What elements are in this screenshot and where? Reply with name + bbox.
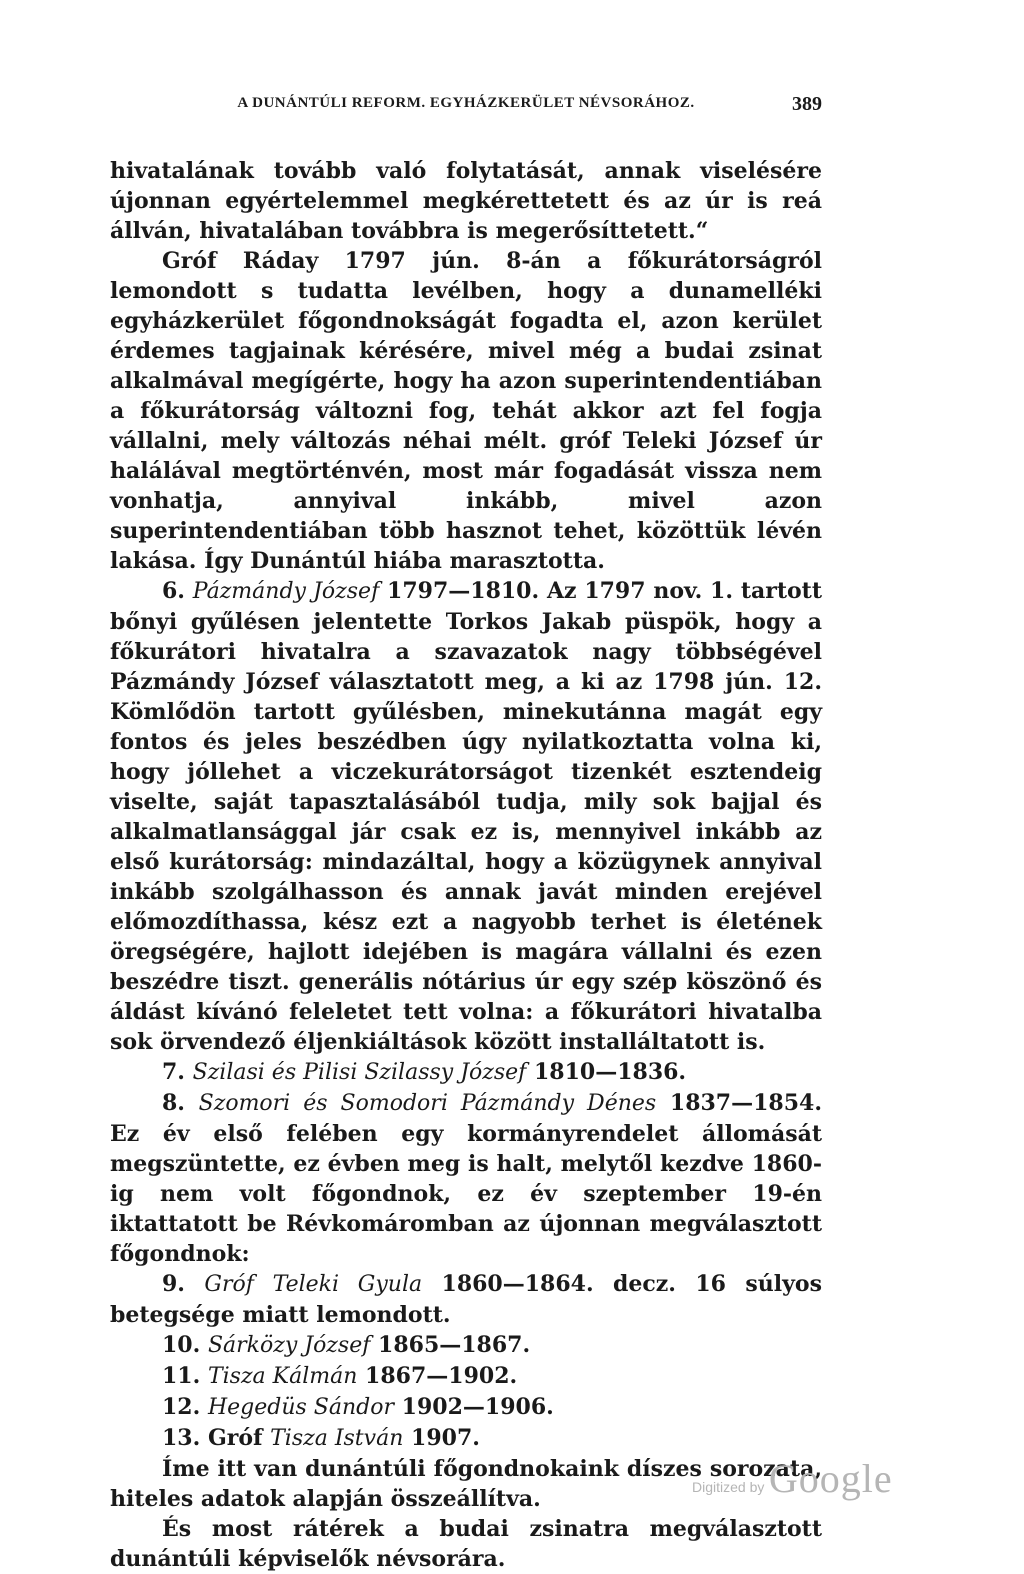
page-body xyxy=(110,156,822,1574)
google-logo: Google xyxy=(768,1456,893,1501)
item-number: 12. xyxy=(162,1394,201,1420)
person-name: Tisza Kálmán xyxy=(207,1364,358,1389)
item-number: 9. xyxy=(162,1271,185,1297)
item-text: 1865—1867. xyxy=(370,1332,531,1358)
item-text: 1797—1810. Az 1797 nov. 1. tartott bőnyi gyűlésen jelentette Torkos Jakab püspök, hogy a főkurátori hivatalra a szavazatok nagy többségével Pázmándy József választatott meg, a ki az 1798 jún. 12. Kömlődön tartott gyűlésben, minekutánna magát egy fontos és jeles beszédben úgy nyilatkoztatta volna ki, hogy jóllehet a viczekurátorságot tizenkét esztendeig viselte, saját tapasztalásából tudja, mily sok bajjal és alkalmatlansággal jár csak ez is, mennyivel inkább az első kurátorság: mindazáltal, hogy a közügynek annyival inkább szolgálhasson és annak javát minden erejével előmozdíthassa, kész ezt a nagyobb terhet is életének öregségére, hajlott idejében is magára vállalni és ezen beszédre tiszt. generális nótárius úr egy szép köszönő és áldást kívánó feleletet tett volna: a főkurátori hivatalba sok örvendező éljenkiáltások között installáltatott is. xyxy=(110,578,822,1055)
person-name: Szomori és Somodori Pázmándy Dénes xyxy=(198,1091,657,1116)
item-number: 6. xyxy=(162,578,185,604)
item-text: 1907. xyxy=(403,1425,480,1451)
list-item-11 xyxy=(110,1361,822,1392)
person-name: Hegedüs Sándor xyxy=(207,1395,394,1420)
item-number: 11. xyxy=(162,1363,201,1389)
list-item-6 xyxy=(110,576,822,1057)
person-name: Tisza István xyxy=(270,1426,404,1451)
paragraph-summary: Íme itt van dunántúli főgondnokaink díszes sorozata, hiteles adatok alapján összeállítva. xyxy=(110,1456,822,1512)
paragraph-closing: És most rátérek a budai zsinatra megválasztott dunántúli képviselők névsorára. xyxy=(110,1516,822,1572)
list-item-9 xyxy=(110,1269,822,1330)
item-text: 1867—1902. xyxy=(357,1363,518,1389)
paragraph-2: Gróf Ráday 1797 jún. 8-án a főkurátorságról lemondott s tudatta levélben, hogy a dunamelléki egyházkerület főgondnokságát fogadta el, azon kerület érdemes tagjainak kérésére, mivel még a budai zsinat alkalmával megígérte, hogy ha azon superintendentiában a főkurátorság változni fog, tehát akkor azt fel fogja vállalni, mely változás néhai mélt. gróf Teleki József úr halálával megtörténvén, most már fogadását vissza nem vonhatja, annyival inkább, mivel azon superintendentiában több hasznot tehet, közöttük lévén lakása. Így Dunántúl hiába marasztotta. xyxy=(110,248,822,574)
list-item-13 xyxy=(110,1423,822,1454)
item-text: 1902—1906. xyxy=(394,1394,554,1420)
item-number: 13. xyxy=(162,1425,201,1451)
paragraph-1: hivatalának tovább való folytatását, annak viselésére újonnan egyértelemmel megkérettetett és az úr is reá állván, hivatalában továbbra is megerősíttetett.“ xyxy=(110,158,822,244)
person-name: Pázmándy József xyxy=(192,579,380,604)
digitized-by-google-watermark xyxy=(692,1455,893,1502)
item-text: 1810—1836. xyxy=(526,1059,687,1085)
person-name: Gróf Teleki Gyula xyxy=(204,1272,423,1297)
person-name: Sárközy József xyxy=(207,1333,371,1358)
running-head: A DUNÁNTÚLI REFORM. EGYHÁZKERÜLET NÉVSORÁHOZ. xyxy=(237,95,695,111)
item-number: 7. xyxy=(162,1059,185,1085)
list-item-12 xyxy=(110,1392,822,1423)
item-text: 1837—1854. Ez év első felében egy kormányrendelet állomását megszüntette, ez évben meg is halt, melytől kezdve 1860-ig nem volt főgondnok, ez év szeptember 19-én iktattatott be Révkomáromban az újonnan megválasztott főgondnok: xyxy=(110,1090,823,1267)
digitized-label: Digitized by xyxy=(692,1479,765,1495)
item-prefix: Gróf xyxy=(200,1425,271,1451)
list-item-10 xyxy=(110,1330,822,1361)
item-number: 8. xyxy=(162,1090,185,1116)
list-item-7 xyxy=(110,1057,822,1088)
page-header xyxy=(110,93,822,115)
person-name: Szilasi és Pilisi Szilassy József xyxy=(192,1060,527,1085)
page-number: 389 xyxy=(792,93,822,115)
item-number: 10. xyxy=(162,1332,201,1358)
list-item-8 xyxy=(110,1088,822,1269)
item-text: 1860—1864. decz. 16 súlyos betegsége miatt lemondott. xyxy=(110,1271,822,1328)
